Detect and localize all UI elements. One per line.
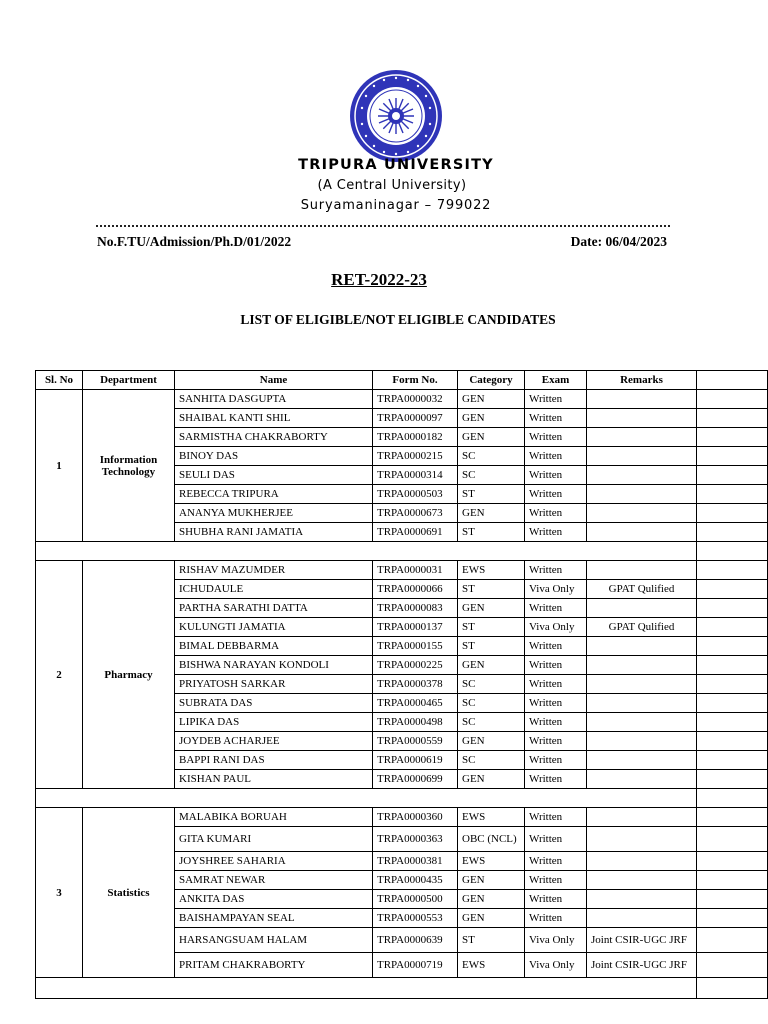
candidate-name: BINOY DAS [175, 447, 373, 466]
header-category: Category [458, 371, 525, 390]
form-number: TRPA0000691 [373, 523, 458, 542]
exam-type: Written [525, 808, 587, 827]
candidate-name: ANKITA DAS [175, 890, 373, 909]
remarks [587, 909, 697, 928]
blank-cell [697, 751, 768, 770]
table-row [36, 561, 768, 580]
issue-date: Date: 06/04/2023 [570, 234, 667, 249]
dotted-divider [96, 225, 670, 227]
department-name: Pharmacy [83, 561, 175, 789]
table-row [36, 390, 768, 409]
candidate-name: MALABIKA BORUAH [175, 808, 373, 827]
list-title: LIST OF ELIGIBLE/NOT ELIGIBLE CANDIDATES [240, 312, 556, 327]
candidate-name: KULUNGTI JAMATIA [175, 618, 373, 637]
spacer-blank-cell [697, 789, 768, 808]
category: SC [458, 713, 525, 732]
blank-cell [697, 732, 768, 751]
blank-cell [697, 656, 768, 675]
blank-cell [697, 694, 768, 713]
form-number: TRPA0000031 [373, 561, 458, 580]
exam-type: Written [525, 523, 587, 542]
blank-cell [697, 561, 768, 580]
remarks [587, 852, 697, 871]
candidate-name: SHUBHA RANI JAMATIA [175, 523, 373, 542]
header-form-no: Form No. [373, 371, 458, 390]
blank-cell [697, 523, 768, 542]
candidate-name: SANHITA DASGUPTA [175, 390, 373, 409]
spacer-blank-cell [697, 978, 768, 999]
candidate-name: PRIYATOSH SARKAR [175, 675, 373, 694]
exam-type: Written [525, 852, 587, 871]
department-name: Information Technology [83, 390, 175, 542]
blank-cell [697, 637, 768, 656]
candidate-name: ANANYA MUKHERJEE [175, 504, 373, 523]
table-header-row [36, 371, 768, 390]
blank-cell [697, 390, 768, 409]
category: GEN [458, 890, 525, 909]
candidates-table [35, 370, 768, 999]
exam-type: Written [525, 871, 587, 890]
remarks [587, 428, 697, 447]
category: ST [458, 523, 525, 542]
remarks [587, 637, 697, 656]
group-spacer-row [36, 978, 768, 999]
exam-type: Written [525, 466, 587, 485]
blank-cell [697, 827, 768, 852]
remarks [587, 466, 697, 485]
category: GEN [458, 871, 525, 890]
remarks [587, 675, 697, 694]
category: GEN [458, 909, 525, 928]
exam-type: Written [525, 732, 587, 751]
group-spacer-row [36, 542, 768, 561]
category: ST [458, 618, 525, 637]
exam-type: Viva Only [525, 618, 587, 637]
remarks [587, 599, 697, 618]
exam-type: Written [525, 637, 587, 656]
remarks [587, 751, 697, 770]
candidate-name: SEULI DAS [175, 466, 373, 485]
exam-type: Viva Only [525, 928, 587, 953]
spacer-cell [36, 542, 697, 561]
category: GEN [458, 409, 525, 428]
candidate-name: SARMISTHA CHAKRABORTY [175, 428, 373, 447]
exam-type: Written [525, 675, 587, 694]
university-name: TRIPURA UNIVERSITY [298, 157, 494, 173]
header-department: Department [83, 371, 175, 390]
reference-number: No.F.TU/Admission/Ph.D/01/2022 [97, 234, 292, 249]
form-number: TRPA0000032 [373, 390, 458, 409]
document-title: RET-2022-23 [331, 270, 427, 289]
remarks [587, 485, 697, 504]
candidate-name: GITA KUMARI [175, 827, 373, 852]
form-number: TRPA0000465 [373, 694, 458, 713]
blank-cell [697, 599, 768, 618]
exam-type: Written [525, 485, 587, 504]
exam-type: Written [525, 909, 587, 928]
exam-type: Written [525, 599, 587, 618]
remarks [587, 656, 697, 675]
exam-type: Written [525, 504, 587, 523]
remarks [587, 561, 697, 580]
form-number: TRPA0000719 [373, 953, 458, 978]
remarks [587, 523, 697, 542]
candidate-name: BAPPI RANI DAS [175, 751, 373, 770]
blank-cell [697, 852, 768, 871]
form-number: TRPA0000083 [373, 599, 458, 618]
group-spacer-row [36, 789, 768, 808]
blank-cell [697, 928, 768, 953]
form-number: TRPA0000225 [373, 656, 458, 675]
form-number: TRPA0000553 [373, 909, 458, 928]
blank-cell [697, 485, 768, 504]
remarks [587, 694, 697, 713]
serial-number: 1 [36, 390, 83, 542]
category: SC [458, 447, 525, 466]
serial-number: 2 [36, 561, 83, 789]
form-number: TRPA0000137 [373, 618, 458, 637]
blank-cell [697, 675, 768, 694]
exam-type: Written [525, 751, 587, 770]
form-number: TRPA0000360 [373, 808, 458, 827]
header-name: Name [175, 371, 373, 390]
form-number: TRPA0000097 [373, 409, 458, 428]
exam-type: Written [525, 713, 587, 732]
category: GEN [458, 599, 525, 618]
exam-type: Viva Only [525, 580, 587, 599]
header-sl-no: Sl. No [36, 371, 83, 390]
category: SC [458, 466, 525, 485]
spacer-cell [36, 789, 697, 808]
exam-type: Written [525, 447, 587, 466]
form-number: TRPA0000314 [373, 466, 458, 485]
university-address: Suryamaninagar – 799022 [300, 198, 492, 213]
candidate-name: REBECCA TRIPURA [175, 485, 373, 504]
category: ST [458, 637, 525, 656]
candidate-name: JOYSHREE SAHARIA [175, 852, 373, 871]
candidate-name: KISHAN PAUL [175, 770, 373, 789]
form-number: TRPA0000699 [373, 770, 458, 789]
candidate-name: BISHWA NARAYAN KONDOLI [175, 656, 373, 675]
form-number: TRPA0000673 [373, 504, 458, 523]
form-number: TRPA0000155 [373, 637, 458, 656]
candidate-name: RISHAV MAZUMDER [175, 561, 373, 580]
remarks [587, 713, 697, 732]
form-number: TRPA0000498 [373, 713, 458, 732]
form-number: TRPA0000066 [373, 580, 458, 599]
form-number: TRPA0000639 [373, 928, 458, 953]
table-row [36, 808, 768, 827]
category: GEN [458, 428, 525, 447]
category: GEN [458, 732, 525, 751]
remarks [587, 409, 697, 428]
form-number: TRPA0000619 [373, 751, 458, 770]
exam-type: Viva Only [525, 953, 587, 978]
blank-cell [697, 890, 768, 909]
remarks [587, 890, 697, 909]
form-number: TRPA0000378 [373, 675, 458, 694]
exam-type: Written [525, 561, 587, 580]
remarks [587, 808, 697, 827]
remarks [587, 504, 697, 523]
remarks [587, 390, 697, 409]
candidate-name: BIMAL DEBBARMA [175, 637, 373, 656]
form-number: TRPA0000182 [373, 428, 458, 447]
remarks [587, 827, 697, 852]
header-remarks: Remarks [587, 371, 697, 390]
table-body [36, 390, 768, 999]
remarks: GPAT Qulified [587, 580, 697, 599]
exam-type: Written [525, 827, 587, 852]
candidate-name: ICHUDAULE [175, 580, 373, 599]
candidate-name: JOYDEB ACHARJEE [175, 732, 373, 751]
university-subtitle: (A Central University) [317, 178, 467, 193]
spacer-blank-cell [697, 542, 768, 561]
form-number: TRPA0000500 [373, 890, 458, 909]
form-number: TRPA0000503 [373, 485, 458, 504]
department-name: Statistics [83, 808, 175, 978]
remarks [587, 871, 697, 890]
candidate-name: SAMRAT NEWAR [175, 871, 373, 890]
blank-cell [697, 409, 768, 428]
blank-cell [697, 909, 768, 928]
remarks: GPAT Qulified [587, 618, 697, 637]
form-number: TRPA0000559 [373, 732, 458, 751]
blank-cell [697, 871, 768, 890]
exam-type: Written [525, 656, 587, 675]
category: ST [458, 580, 525, 599]
spacer-cell [36, 978, 697, 999]
category: OBC (NCL) [458, 827, 525, 852]
candidate-name: SUBRATA DAS [175, 694, 373, 713]
candidate-name: HARSANGSUAM HALAM [175, 928, 373, 953]
category: EWS [458, 852, 525, 871]
blank-cell [697, 953, 768, 978]
category: GEN [458, 390, 525, 409]
blank-cell [697, 713, 768, 732]
category: SC [458, 675, 525, 694]
remarks [587, 447, 697, 466]
blank-cell [697, 808, 768, 827]
exam-type: Written [525, 390, 587, 409]
remarks: Joint CSIR-UGC JRF [587, 928, 697, 953]
category: ST [458, 485, 525, 504]
category: GEN [458, 504, 525, 523]
category: SC [458, 694, 525, 713]
remarks [587, 732, 697, 751]
category: SC [458, 751, 525, 770]
exam-type: Written [525, 890, 587, 909]
category: EWS [458, 953, 525, 978]
form-number: TRPA0000435 [373, 871, 458, 890]
form-number: TRPA0000381 [373, 852, 458, 871]
remarks: Joint CSIR-UGC JRF [587, 953, 697, 978]
university-seal-logo [348, 68, 444, 164]
category: GEN [458, 656, 525, 675]
category: ST [458, 928, 525, 953]
form-number: TRPA0000363 [373, 827, 458, 852]
header-blank [697, 371, 768, 390]
blank-cell [697, 447, 768, 466]
header-exam: Exam [525, 371, 587, 390]
blank-cell [697, 428, 768, 447]
category: GEN [458, 770, 525, 789]
candidate-name: BAISHAMPAYAN SEAL [175, 909, 373, 928]
candidate-name: PARTHA SARATHI DATTA [175, 599, 373, 618]
serial-number: 3 [36, 808, 83, 978]
blank-cell [697, 618, 768, 637]
blank-cell [697, 580, 768, 599]
form-number: TRPA0000215 [373, 447, 458, 466]
exam-type: Written [525, 770, 587, 789]
exam-type: Written [525, 694, 587, 713]
remarks [587, 770, 697, 789]
blank-cell [697, 504, 768, 523]
category: EWS [458, 561, 525, 580]
exam-type: Written [525, 409, 587, 428]
candidate-name: PRITAM CHAKRABORTY [175, 953, 373, 978]
exam-type: Written [525, 428, 587, 447]
candidate-name: LIPIKA DAS [175, 713, 373, 732]
blank-cell [697, 770, 768, 789]
candidate-name: SHAIBAL KANTI SHIL [175, 409, 373, 428]
blank-cell [697, 466, 768, 485]
category: EWS [458, 808, 525, 827]
